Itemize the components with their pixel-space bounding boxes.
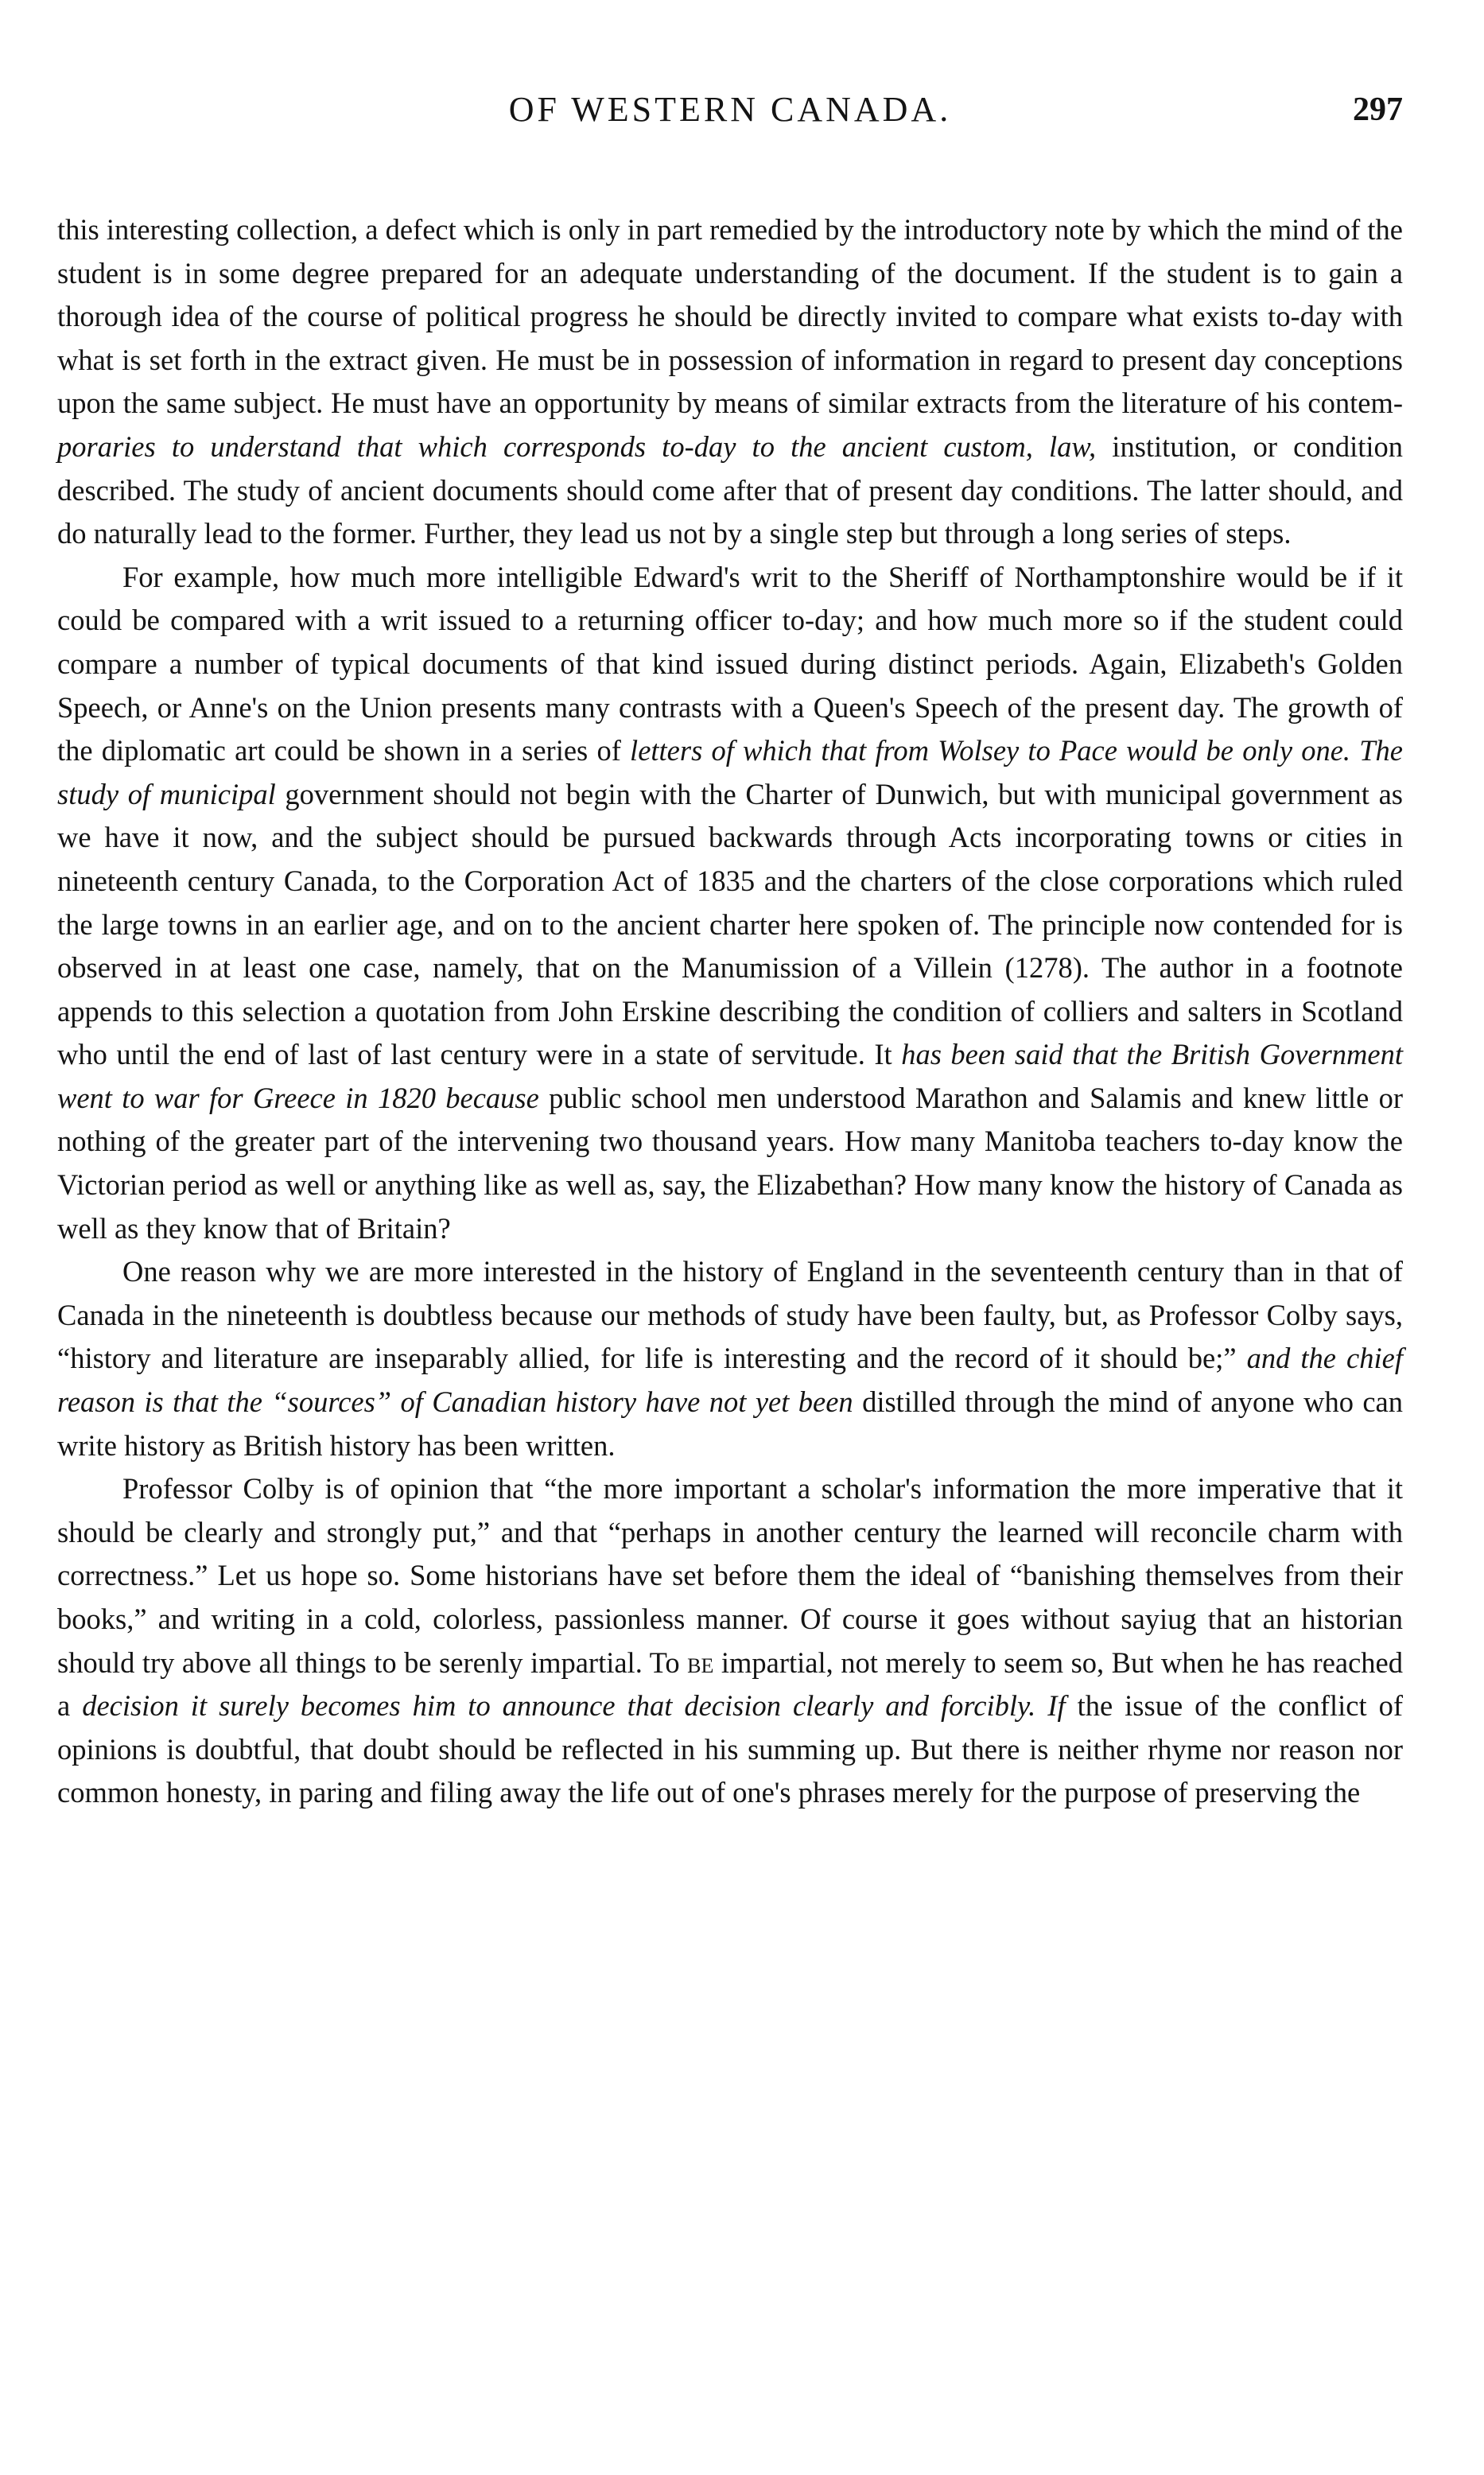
text-run: For example, how much more intelligible Edward's writ to the Sheriff of Northamptonshire would be if it could be compared with a writ issued to a returning officer to-day; and how much more so if the student could compare a number of typical documents of that kind issued during distinct periods. Again, Elizabeth's Golden Speech, or Anne's on the Union presents many contrasts with a Queen's Speech of the present day. The growth of the diplomatic art could be shown in a series of [57, 560, 1403, 767]
text-run: One reason why we are more interested in the history of England in the seventeenth century than in that of Canada in the nineteenth is doubtless because our methods of study have been faulty, but, as Professor Colby says, “history and literature are inseparably allied, for life is interesting and the record of it should be;” [57, 1255, 1403, 1375]
running-title: OF WESTERN CANADA. [508, 90, 952, 129]
page-number: 297 [1353, 91, 1403, 128]
paragraph-3 [57, 1250, 1403, 1467]
body-text [57, 208, 1403, 1815]
text-run: government should not begin with the Charter of Dunwich, but with municipal government as we have it now, and the subject should be pursued backwards through Acts incorporating towns or cities in nineteenth century Canada, to the Corporation Act of 1835 and the charters of the close corporations which ruled the large towns in an earlier age, and on to the ancient charter here spoken of. The principle now contended for is observed in at least one case, namely, that on the Manumission of a Villein (1278). The author in a footnote appends to this selection a quotation from John Erskine describing the condition of colliers and salters in Scotland who until the end of last of last century were in a state of servitude. It [57, 777, 1404, 1071]
text-run: institution, or condition described. The study of ancient documents should come after that of present day conditions. The latter should, and do naturally lead to the former. Further, they lead us not by a single step but through a long series of steps. [57, 429, 1404, 550]
text-run: the issue of the conflict of opinions is doubtful, that doubt should be reflected in his summing up. But there is neither rhyme nor reason nor common honesty, in paring and filing away the life out of one's phrases merely for the purpose of preserving the [57, 1689, 1403, 1809]
text-run: distilled through the mind of anyone who can write history as British history has been written. [57, 1385, 1404, 1462]
italic-run: has been said that the British Government went to war for Greece in 1820 because [57, 1038, 1403, 1114]
italic-run: letters of which that from Wolsey to Pace would be only one. The study of municipal [57, 734, 1403, 810]
document-page [57, 89, 1403, 1815]
text-run: Professor Colby is of opinion that “the more important a scholar's information the more imperative that it should be clearly and strongly put,” and that “perhaps in another century the learned will reconcile charm with correctness.” Let us hope so. Some historians have set before them the ideal of “banishing themselves from their books,” and writing in a cold, colorless, passionless manner. Of course it goes without sayiug that an historian should try above all things to be serenly impartial. To [57, 1472, 1403, 1679]
small-caps-run: be [687, 1645, 714, 1679]
running-header [57, 89, 1403, 161]
text-run: impartial, not merely to seem so, But when he has reached a [57, 1645, 1403, 1723]
paragraph-1 [57, 208, 1403, 556]
paragraph-4 [57, 1467, 1403, 1815]
text-run: this interesting collection, a defect which is only in part remedied by the introductory note by which the mind of the student is in some degree prepared for an adequate understanding of the document. If the student is to gain a thorough idea of the course of political progress he should be directly invited to compare what exists to-day with what is set forth in the extract given. He must be in possession of information in regard to present day conceptions upon the same subject. He must have an opportunity by means of similar extracts from the literature of his contem- [57, 213, 1403, 420]
italic-run: and the chief reason is that the “sources” of Canadian history have not yet been [57, 1342, 1403, 1419]
italic-run: decision it surely becomes him to announce that decision clearly and forcibly. If [82, 1689, 1066, 1723]
text-run: public school men understood Marathon and Salamis and knew little or nothing of the greater part of the intervening two thousand years. How many Manitoba teachers to-day know the Victorian period as well or anything like as well as, say, the Elizabethan? How many know the history of Canada as well as they know that of Britain? [57, 1081, 1403, 1245]
paragraph-2 [57, 556, 1403, 1251]
italic-run: poraries to understand that which corresponds to-day to the ancient custom, law, [57, 429, 1097, 463]
